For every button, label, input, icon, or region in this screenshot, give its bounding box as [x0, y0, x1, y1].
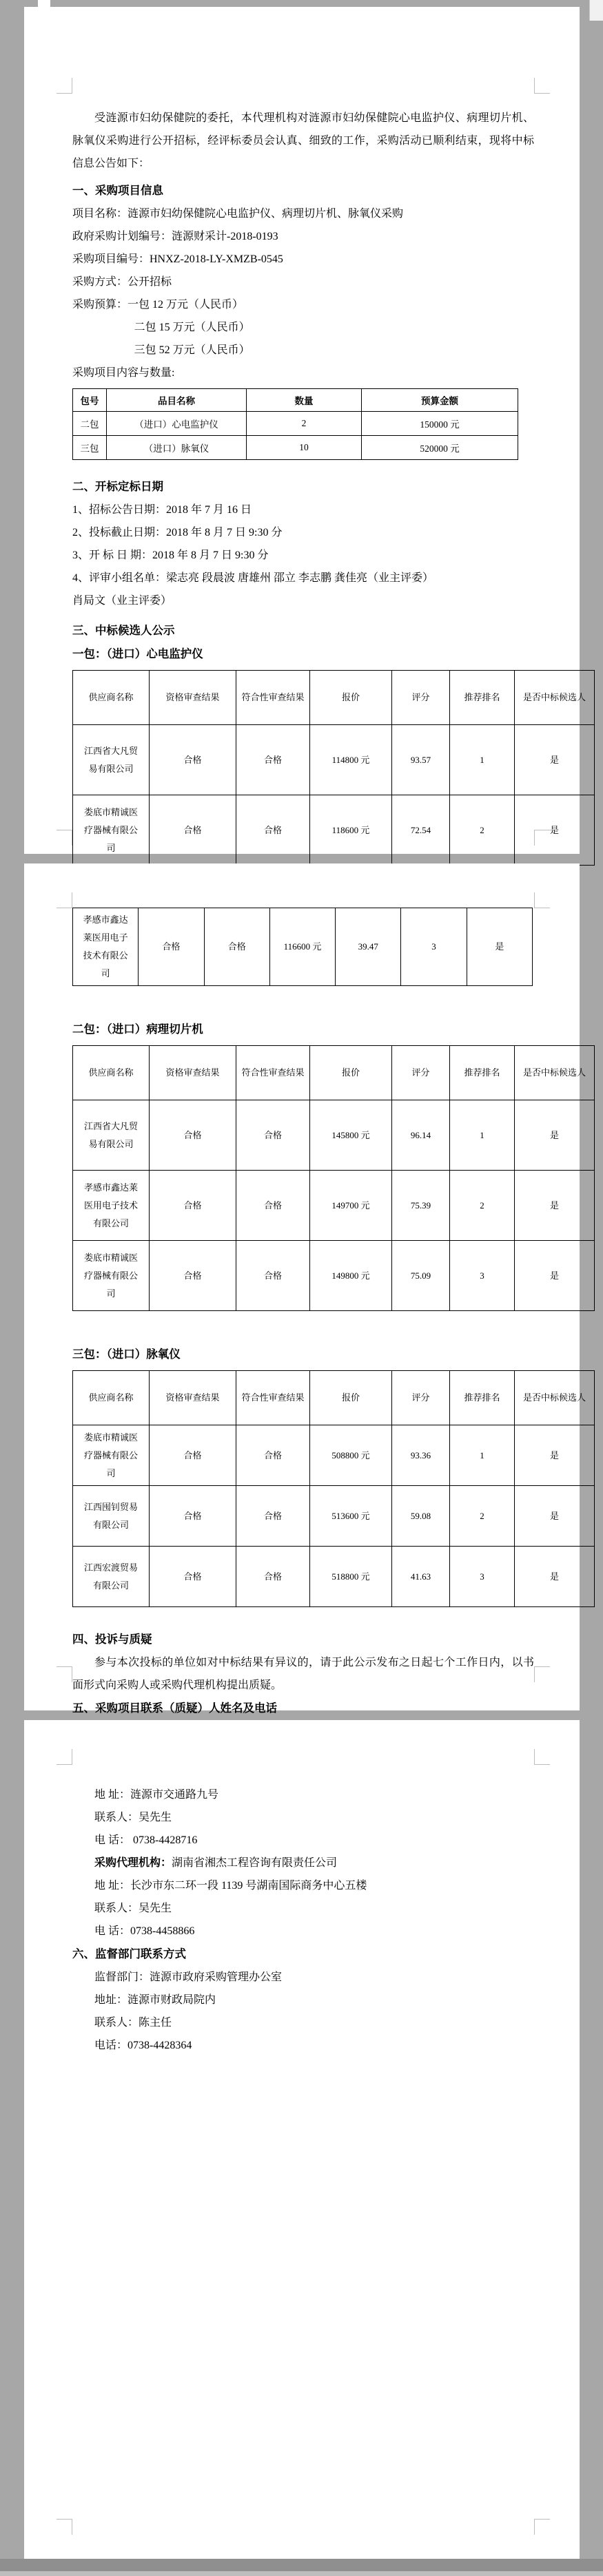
- crop-mark-bottom-left: [57, 2519, 72, 2535]
- crop-mark-bottom-right: [534, 1666, 550, 1682]
- table-cell: 59.08: [392, 1486, 450, 1547]
- table-cell: 3: [401, 908, 467, 986]
- supervisor-tel-line: 电话：0738-4428364: [94, 2040, 192, 2051]
- table-cell: 合格: [150, 1100, 236, 1171]
- table-cell: 149700 元: [310, 1171, 392, 1241]
- package2-title: 二包：（进口）病理切片机: [72, 1023, 203, 1036]
- table-row: [73, 1100, 595, 1171]
- table-row: [73, 1425, 595, 1486]
- table-cell: 是: [515, 1171, 595, 1241]
- column-header: 供应商名称: [73, 671, 150, 725]
- table-cell: 513600 元: [310, 1486, 392, 1547]
- package1-award-table: [72, 670, 595, 866]
- table-cell: 合格: [236, 1171, 310, 1241]
- agency-address-line: 地 址：长沙市东二环一段 1139 号湖南国际商务中心五楼: [94, 1880, 367, 1892]
- table-cell: （进口）心电监护仪: [107, 412, 247, 436]
- column-header: 数量: [247, 389, 362, 412]
- deadline-line: 2、投标截止日期：2018 年 8 月 7 日 9:30 分: [72, 527, 283, 538]
- table-cell: 10: [247, 436, 362, 460]
- column-header: 资格审查结果: [150, 671, 236, 725]
- announce-date-line: 1、招标公告日期：2018 年 7 月 16 日: [72, 504, 252, 516]
- table-cell: 是: [467, 908, 532, 986]
- table-row: [73, 1171, 595, 1241]
- column-header: 资格审查结果: [150, 1046, 236, 1100]
- table-cell: 2: [450, 1171, 515, 1241]
- section-title-6: 六、监督部门联系方式: [72, 1947, 186, 1960]
- table-cell: 合格: [150, 1241, 236, 1311]
- table-cell: 江西省大凡贸易有限公司: [73, 1100, 150, 1171]
- table-cell: 娄底市精诚医疗器械有限公司: [73, 795, 150, 866]
- crop-mark-bottom-left: [57, 830, 72, 846]
- column-header: 推荐排名: [450, 1371, 515, 1425]
- buyer-tel-line: 电 话： 0738-4428716: [94, 1834, 198, 1846]
- table-cell: 是: [515, 725, 595, 795]
- section-title-1: 一、采购项目信息: [72, 184, 163, 197]
- table-row: [73, 436, 518, 460]
- crop-mark-top-left: [57, 78, 72, 94]
- package3-award-table: [72, 1370, 595, 1607]
- crop-mark-top-left: [57, 1749, 72, 1765]
- buyer-contact-line: 联系人：吴先生: [94, 1812, 172, 1823]
- table-cell: 合格: [150, 1486, 236, 1547]
- package1-title: 一包：（进口）心电监护仪: [72, 647, 203, 660]
- column-header: 报价: [310, 1371, 392, 1425]
- table-cell: 508800 元: [310, 1425, 392, 1486]
- table-cell: 合格: [150, 1425, 236, 1486]
- supervisor-contact-line: 联系人：陈主任: [94, 2017, 172, 2029]
- plan-number-line: 政府采购计划编号：涟源财采计-2018-0193: [72, 231, 278, 242]
- table-row: [73, 412, 518, 436]
- document-page-3: [24, 1720, 580, 2559]
- table-cell: 75.39: [392, 1171, 450, 1241]
- column-header: 符合性审查结果: [236, 1371, 310, 1425]
- table-cell: 41.63: [392, 1547, 450, 1607]
- budget-line-1: 采购预算：一包 12 万元（人民币）: [72, 299, 244, 311]
- table-cell: 是: [515, 1100, 595, 1171]
- table-cell: 江西囤钊贸易有限公司: [73, 1486, 150, 1547]
- column-header: 是否中标候选人: [515, 1046, 595, 1100]
- package2-award-table: [72, 1045, 595, 1311]
- table-cell: 合格: [236, 1425, 310, 1486]
- crop-mark-top-right: [534, 1749, 550, 1765]
- table-cell: 2: [450, 795, 515, 866]
- table-cell: 93.57: [392, 725, 450, 795]
- table-cell: 3: [450, 1547, 515, 1607]
- crop-mark-top-right: [534, 892, 550, 908]
- table-cell: 是: [515, 1241, 595, 1311]
- table-cell: 114800 元: [310, 725, 392, 795]
- table-cell: 是: [515, 1425, 595, 1486]
- scrollbar-thumb[interactable]: [589, 0, 603, 21]
- column-header: 符合性审查结果: [236, 671, 310, 725]
- section-title-2: 二、开标定标日期: [72, 480, 163, 493]
- column-header: 报价: [310, 1046, 392, 1100]
- table-cell: 江西省大凡贸易有限公司: [73, 725, 150, 795]
- table-cell: 合格: [139, 908, 204, 986]
- section-title-3: 三、中标候选人公示: [72, 624, 175, 637]
- table-cell: 是: [515, 1547, 595, 1607]
- table-cell: 3: [450, 1241, 515, 1311]
- column-header: 包号: [73, 389, 107, 412]
- table-cell: 1: [450, 1100, 515, 1171]
- table-cell: 75.09: [392, 1241, 450, 1311]
- column-header: 报价: [310, 671, 392, 725]
- budget-line-2: 二包 15 万元（人民币）: [134, 322, 250, 333]
- table-cell: 合格: [236, 725, 310, 795]
- supervisor-address-line: 地址：涟源市财政局院内: [94, 1994, 216, 2006]
- table-cell: 是: [515, 1486, 595, 1547]
- crop-mark-bottom-right: [534, 2519, 550, 2535]
- content-quantity-table: [72, 388, 518, 460]
- supervisor-dept-line: 监督部门：涟源市政府采购管理办公室: [94, 1971, 283, 1983]
- table-cell: 93.36: [392, 1425, 450, 1486]
- column-header: 是否中标候选人: [515, 1371, 595, 1425]
- column-header: 供应商名称: [73, 1371, 150, 1425]
- column-header: 是否中标候选人: [515, 671, 595, 725]
- table-cell: 116600 元: [269, 908, 335, 986]
- crop-mark-bottom-right: [534, 830, 550, 846]
- document-page-2: [24, 863, 586, 1715]
- package3-title: 三包：（进口）脉氧仪: [72, 1348, 181, 1361]
- crop-mark-top-right: [534, 78, 550, 94]
- complaint-paragraph: 参与本次投标的单位如对中标结果有异议的，请于此公示发布之日起七个工作日内，以书面形式向采购人或采购代理机构提出质疑。: [72, 1657, 534, 1691]
- table-cell: （进口）脉氧仪: [107, 436, 247, 460]
- table-row: [73, 908, 533, 986]
- agency-tel-line: 电 话：0738-4458866: [94, 1925, 195, 1937]
- table-cell: 518800 元: [310, 1547, 392, 1607]
- project-name-line: 项目名称：涟源市妇幼保健院心电监护仪、病理切片机、脉氧仪采购: [72, 208, 404, 220]
- table-cell: 合格: [204, 908, 269, 986]
- table-cell: 合格: [150, 1547, 236, 1607]
- buyer-address-line: 地 址：涟源市交通路九号: [94, 1789, 219, 1801]
- agency-value: 湖南省湘杰工程咨询有限责任公司: [172, 1857, 338, 1869]
- table-row: [73, 725, 595, 795]
- table-cell: 150000 元: [362, 412, 518, 436]
- table-cell: 江西宏渡贸易有限公司: [73, 1547, 150, 1607]
- table-cell: 520000 元: [362, 436, 518, 460]
- column-header: 推荐排名: [450, 671, 515, 725]
- table-cell: 149800 元: [310, 1241, 392, 1311]
- table-cell: 合格: [236, 1100, 310, 1171]
- crop-mark-bottom-left: [57, 1666, 72, 1682]
- table-cell: 娄底市精诚医疗器械有限公司: [73, 1241, 150, 1311]
- table-cell: 二包: [73, 412, 107, 436]
- intro-paragraph: 受涟源市妇幼保健院的委托，本代理机构对涟源市妇幼保健院心电监护仪、病理切片机、脉氧仪采购进行公开招标，经评标委员会认真、细致的工作，采购活动已顺利结束，现将中标信息公告如下：: [72, 112, 534, 169]
- table-cell: 39.47: [336, 908, 401, 986]
- table-row: [73, 795, 595, 866]
- column-header: 预算金额: [362, 389, 518, 412]
- table-cell: 2: [247, 412, 362, 436]
- table-cell: 1: [450, 725, 515, 795]
- column-header: 评分: [392, 1371, 450, 1425]
- table-cell: 合格: [236, 1547, 310, 1607]
- opening-date-line: 3、开 标 日 期：2018 年 8 月 7 日 9:30 分: [72, 549, 269, 561]
- table-cell: 娄底市精诚医疗器械有限公司: [73, 1425, 150, 1486]
- column-header: 供应商名称: [73, 1046, 150, 1100]
- table-cell: 合格: [150, 795, 236, 866]
- column-header: 评分: [392, 671, 450, 725]
- table-cell: 三包: [73, 436, 107, 460]
- section-title-4: 四、投诉与质疑: [72, 1633, 152, 1646]
- column-header: 推荐排名: [450, 1046, 515, 1100]
- table-cell: 72.54: [392, 795, 450, 866]
- table-row: [73, 1486, 595, 1547]
- agency-line: [72, 1852, 534, 1874]
- table-cell: 118600 元: [310, 795, 392, 866]
- table-cell: 是: [515, 795, 595, 866]
- package1-award-table-continued: [72, 908, 533, 986]
- table-cell: 合格: [150, 1171, 236, 1241]
- section-title-5: 五、采购项目联系（质疑）人姓名及电话: [72, 1701, 277, 1715]
- document-page-1: [24, 7, 586, 854]
- review-panel-line-2: 肖局文（业主评委）: [72, 595, 172, 607]
- budget-line-3: 三包 52 万元（人民币）: [134, 344, 250, 356]
- table-row: [73, 1547, 595, 1607]
- project-number-line: 采购项目编号：HNXZ-2018-LY-XMZB-0545: [72, 253, 283, 265]
- ruler-corner: [38, 0, 50, 7]
- quantity-caption: 采购项目内容与数量:: [72, 367, 175, 379]
- agency-contact-line: 联系人：吴先生: [94, 1903, 172, 1914]
- column-header: 符合性审查结果: [236, 1046, 310, 1100]
- viewer-bottom-band: [0, 2559, 603, 2576]
- table-cell: 1: [450, 1425, 515, 1486]
- agency-label: 采购代理机构：: [94, 1857, 172, 1869]
- column-header: 品目名称: [107, 389, 247, 412]
- procurement-method-line: 采购方式：公开招标: [72, 276, 172, 288]
- table-cell: 145800 元: [310, 1100, 392, 1171]
- table-cell: 96.14: [392, 1100, 450, 1171]
- table-cell: 合格: [236, 795, 310, 866]
- table-cell: 2: [450, 1486, 515, 1547]
- table-cell: 孝感市鑫达莱医用电子技术有限公司: [73, 1171, 150, 1241]
- table-cell: 合格: [150, 725, 236, 795]
- column-header: 评分: [392, 1046, 450, 1100]
- review-panel-line: 4、评审小组名单：梁志亮 段晨波 唐雄州 邵立 李志鹏 龚佳亮（业主评委）: [72, 572, 434, 584]
- column-header: 资格审查结果: [150, 1371, 236, 1425]
- table-cell: 孝感市鑫达莱医用电子技术有限公司: [73, 908, 139, 986]
- table-cell: 合格: [236, 1486, 310, 1547]
- table-cell: 合格: [236, 1241, 310, 1311]
- crop-mark-top-left: [57, 892, 72, 908]
- table-row: [73, 1241, 595, 1311]
